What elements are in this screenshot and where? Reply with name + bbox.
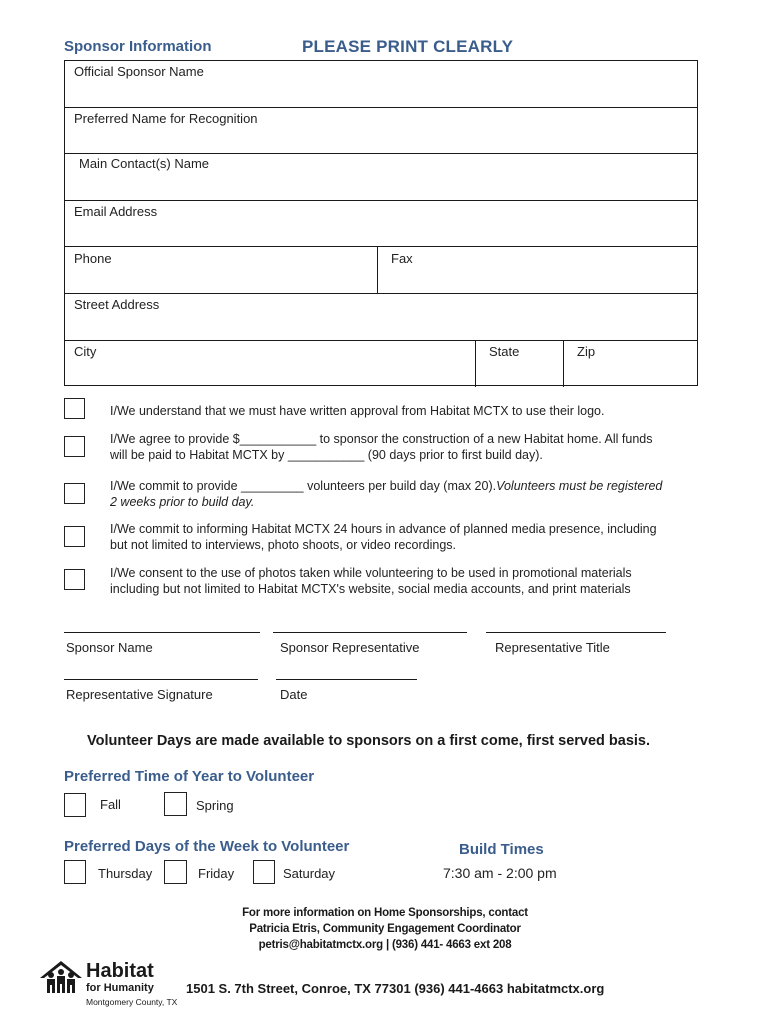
column-divider: [377, 246, 378, 293]
column-divider: [475, 340, 476, 387]
days-of-week-heading: Preferred Days of the Week to Volunteer: [64, 838, 350, 855]
row-divider: [65, 246, 697, 247]
agreement-text: [110, 403, 604, 419]
friday-checkbox[interactable]: [164, 860, 187, 884]
logo-approval-checkbox[interactable]: [64, 398, 85, 419]
contact-coordinator: Patricia Etris, Community Engagement Coordinator: [249, 923, 521, 935]
friday-label: Friday: [198, 866, 235, 881]
volunteer-commit-checkbox[interactable]: [64, 483, 85, 504]
funding-agreement-checkbox[interactable]: [64, 436, 85, 457]
sponsor-representative-label: Sponsor Representative: [280, 640, 420, 655]
sponsor-name-line[interactable]: [64, 632, 260, 633]
time-of-year-heading: Preferred Time of Year to Volunteer: [64, 768, 315, 785]
contact-email-phone: petris@habitatmctx.org | (936) 441- 4663 ext 208: [258, 939, 512, 951]
city-field[interactable]: City: [74, 344, 97, 359]
official-sponsor-name-field[interactable]: Official Sponsor Name: [74, 64, 204, 79]
representative-signature-label: Representative Signature: [66, 687, 213, 702]
agreement-text: [110, 565, 632, 597]
agreement-line: but not limited to interviews, photo shoots, or video recordings.: [110, 538, 457, 552]
email-field[interactable]: Email Address: [74, 204, 158, 219]
contact-line: For more information on Home Sponsorships, contact: [242, 907, 528, 919]
saturday-checkbox[interactable]: [253, 860, 275, 884]
agreement-line: I/We agree to provide $___________ to sponsor the construction of a new Habitat home. All funds: [110, 432, 653, 446]
agreement-line: I/We understand that we must have written approval from Habitat MCTX to use their logo.: [110, 404, 605, 418]
sponsor-representative-line[interactable]: [273, 632, 467, 633]
date-line[interactable]: [276, 679, 417, 680]
state-field[interactable]: State: [489, 344, 520, 359]
build-times-heading: Build Times: [459, 841, 544, 858]
preferred-name-field[interactable]: Preferred Name for Recognition: [74, 111, 258, 126]
saturday-label: Saturday: [283, 866, 336, 881]
row-divider: [65, 107, 697, 108]
logo-tagline: for Humanity: [86, 982, 154, 994]
build-times-value: 7:30 am - 2:00 pm: [443, 865, 557, 881]
agreement-line: I/We commit to informing Habitat MCTX 24 hours in advance of planned media presence, including: [110, 522, 657, 536]
agreement-line: I/We commit to provide _________ volunteers per build day (max 20).: [110, 479, 497, 493]
date-label: Date: [280, 687, 308, 702]
thursday-checkbox[interactable]: [64, 860, 86, 884]
zip-field[interactable]: Zip: [577, 344, 596, 359]
fall-checkbox[interactable]: [64, 793, 86, 817]
agreement-line: I/We consent to the use of photos taken while volunteering to be used in promotional materials: [110, 566, 632, 580]
representative-signature-line[interactable]: [64, 679, 258, 680]
row-divider: [65, 293, 697, 294]
logo-location: Montgomery County, TX: [86, 997, 178, 1007]
street-address-field[interactable]: Street Address: [74, 297, 160, 312]
phone-field[interactable]: Phone: [74, 251, 112, 266]
agreement-italic-note: 2 weeks prior to build day.: [110, 495, 255, 509]
logo-wordmark: Habitat: [86, 960, 154, 982]
row-divider: [65, 200, 697, 201]
agreement-line: will be paid to Habitat MCTX by ___________ (90 days prior to first build day).: [110, 448, 543, 462]
row-divider: [65, 153, 697, 154]
media-notice-checkbox[interactable]: [64, 526, 85, 547]
agreement-text: [110, 478, 662, 510]
sponsor-name-label: Sponsor Name: [66, 640, 153, 655]
habitat-house-icon: [38, 958, 84, 998]
agreement-text: [110, 521, 657, 553]
agreement-text: [110, 431, 652, 463]
spring-label: Spring: [196, 798, 234, 813]
agreement-line: including but not limited to Habitat MCTX's website, social media accounts, and print materials: [110, 582, 631, 596]
footer-address: 1501 S. 7th Street, Conroe, TX 77301 (936) 441-4663 habitatmctx.org: [186, 981, 605, 996]
thursday-label: Thursday: [98, 866, 153, 881]
photo-consent-checkbox[interactable]: [64, 569, 85, 590]
fall-label: Fall: [100, 797, 121, 812]
habitat-logo: [38, 958, 178, 1018]
agreement-italic-note: Volunteers must be registered: [496, 479, 663, 493]
representative-title-label: Representative Title: [495, 640, 610, 655]
representative-title-line[interactable]: [486, 632, 666, 633]
volunteer-days-notice: Volunteer Days are made available to sponsors on a first come, first served basis.: [87, 733, 651, 749]
print-clearly-notice: PLEASE PRINT CLEARLY: [302, 37, 514, 56]
row-divider: [65, 340, 697, 341]
column-divider: [563, 340, 564, 387]
contact-info: [0, 905, 770, 953]
spring-checkbox[interactable]: [164, 792, 187, 816]
section-title-sponsor-information: Sponsor Information: [64, 38, 212, 55]
main-contact-field[interactable]: Main Contact(s) Name: [79, 156, 210, 171]
sponsor-information-form: [64, 60, 698, 386]
fax-field[interactable]: Fax: [391, 251, 413, 266]
